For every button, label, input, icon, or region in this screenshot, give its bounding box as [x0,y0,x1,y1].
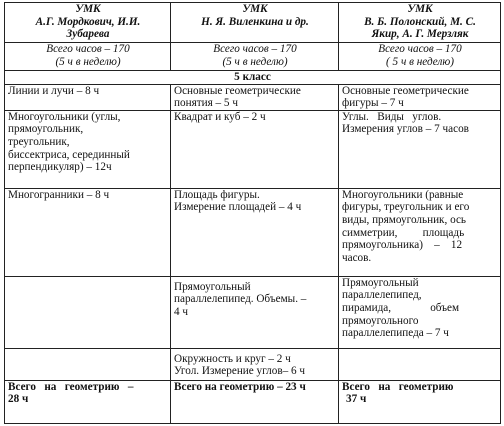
topic-cell [339,84,501,110]
hours-total: Всего часов – 170 [213,43,297,55]
hours-cell [171,43,339,71]
hours-row [5,43,501,71]
topic-line: биссектриса, серединный [8,148,130,161]
empty-cell [5,276,171,348]
topic-line: Угол. Измерение углов– 6 ч [174,365,306,378]
table-row [5,276,501,348]
total-line: Всего на геометрию – 23 ч [174,380,306,393]
topic-line: параллелепипеда – 7 ч [342,327,449,340]
table-row [5,188,501,276]
hours-per-week: (5 ч в неделю) [55,55,121,68]
topic-line: перпендикуляр) – 12ч [8,161,112,174]
total-cell [339,380,501,423]
topic-cell [339,276,501,348]
topic-line: понятия – 5 ч [174,97,238,110]
topic-line: прямоугольника) – 12 [342,239,463,252]
topic-line: Многоугольники (равные [342,188,464,201]
topic-line: прямоугольник, [8,123,84,136]
total-line: Всего на геометрию – [8,380,134,393]
header-authors-line: В. Б. Полонский, М. С. [364,15,476,28]
topic-line: Линии и лучи – 8 ч [8,84,100,97]
hours-total: Всего часов – 170 [46,43,130,55]
table-row [5,84,501,110]
header-umk-label: УМК [242,3,268,15]
topic-cell [171,110,339,188]
topic-line: пирамида, объем [342,301,460,314]
topic-line: параллелепипед. Объемы. – [174,293,307,306]
header-authors-line: Зубарева [66,28,110,41]
totals-row [5,380,501,423]
header-umk-label: УМК [75,3,101,15]
topic-line: Углы. Виды углов. [342,110,442,123]
header-authors-line: А.Г. Мордкович, И.И. [35,15,141,28]
header-authors-line: Н. Я. Виленкина и др. [201,15,309,28]
topic-cell [339,110,501,188]
total-cell [5,380,171,423]
topic-cell [5,84,171,110]
hours-per-week: ( 5 ч в неделю) [386,55,454,68]
topic-line: прямоугольного [342,314,419,327]
topic-line: фигуры – 7 ч [342,97,404,110]
topic-line: симметрии, площадь [342,226,465,239]
topic-line: Измерения углов – 7 часов [342,123,469,136]
topic-cell [171,188,339,276]
grade-row [5,71,501,85]
hours-cell [339,43,501,71]
topic-line: 4 ч [174,305,189,318]
topic-line: Квадрат и куб – 2 ч [174,110,266,123]
topic-cell [171,276,339,348]
grade-label: 5 класс [5,71,501,85]
topic-cell [171,348,339,380]
header-cell-polonsky [339,3,501,43]
empty-cell [339,348,501,380]
topic-line: Многоугольники (углы, [8,110,121,123]
topic-cell [171,84,339,110]
topic-line: Основные геометрические [174,84,301,97]
table-row [5,110,501,188]
topic-line: Многогранники – 8 ч [8,188,110,201]
topic-line: фигуры, треугольник и его [342,201,470,214]
topic-cell [339,188,501,276]
header-authors-line: Якир, А. Г. Мерзляк [371,28,469,41]
topic-line: треугольник, [8,135,70,148]
header-row [5,3,501,43]
topic-line: Основные геометрические [342,84,469,97]
curriculum-comparison-table [4,2,501,424]
topic-line: Окружность и круг – 2 ч [174,352,291,365]
total-line: 37 ч [346,393,367,406]
empty-cell [5,348,171,380]
total-line: 28 ч [8,393,29,406]
topic-cell [5,110,171,188]
topic-line: Прямоугольный [342,276,419,289]
header-cell-vilenkin [171,3,339,43]
table-row [5,348,501,380]
hours-cell [5,43,171,71]
topic-line: параллелепипед, [342,289,422,302]
hours-per-week: (5 ч в неделю) [222,55,288,68]
topic-line: Измерение площадей – 4 ч [174,201,302,214]
topic-line: виды, прямоугольник, ось [342,213,467,226]
topic-line: Площадь фигуры. [174,188,260,201]
hours-total: Всего часов – 170 [378,43,462,55]
header-cell-mordkovich [5,3,171,43]
topic-line: часов. [342,251,372,264]
topic-cell [5,188,171,276]
total-line: Всего на геометрию [342,380,454,393]
header-umk-label: УМК [407,3,433,15]
topic-line: Прямоугольный [174,280,251,293]
total-cell [171,380,339,423]
